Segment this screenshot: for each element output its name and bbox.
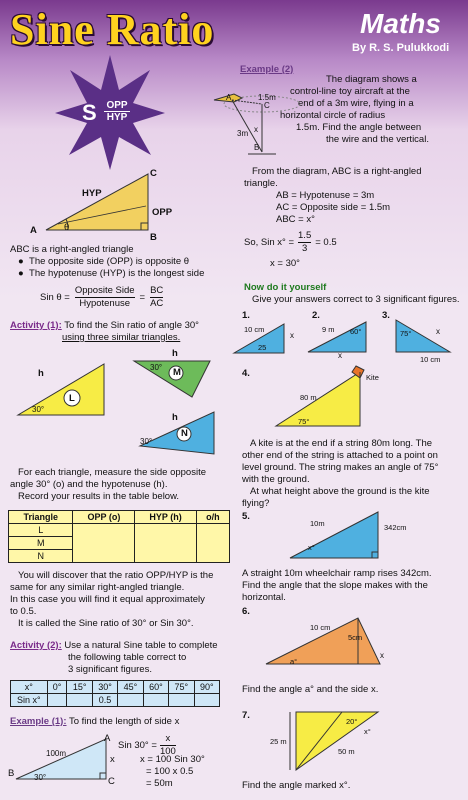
sine-cell[interactable] [47, 694, 67, 707]
results-row-label: L [9, 524, 73, 537]
triangle-M [128, 355, 218, 405]
main-tri-hyp: HYP [82, 188, 102, 199]
intro-line: ABC is a right-angled triangle [10, 244, 134, 255]
star-hyp: HYP [106, 112, 128, 123]
q3-x: x [436, 327, 440, 336]
results-header: HYP (h) [135, 511, 196, 524]
q6-number: 6. [242, 606, 250, 617]
q6-angle: a° [290, 657, 298, 666]
q5-text2: Find the angle that the slope makes with the [242, 580, 428, 591]
ex2-s4: AC = Opposite side = 1.5m [276, 202, 391, 213]
subject-label: Maths [360, 8, 441, 39]
example1-step2: x = 100 Sin 30° [140, 754, 205, 765]
results-row-label: M [9, 537, 73, 550]
activity2-text3: 3 significant figures. [68, 664, 152, 675]
example1-b: B [8, 768, 15, 779]
q7-height: 25 m [270, 737, 287, 746]
sine-cell[interactable] [194, 694, 219, 707]
triangle-M-label: M [173, 367, 181, 378]
discovery-4: to 0.5. [10, 606, 37, 617]
sin-formula: Sin θ = $\frac{\text{Opposite Side}}{\text{Hypotenuse}}$ = $\frac{BC}{AC}$ [40, 285, 164, 309]
activity1-para3: Record your results in the table below. [18, 491, 180, 502]
discovery-2: same for any similar right-angled triangle. [10, 582, 185, 593]
sine-cell: 0.5 [92, 694, 117, 707]
q2-side: 9 m [322, 325, 335, 334]
results-table [8, 510, 230, 563]
q5-text3: horizontal. [242, 592, 286, 603]
q4-text3: level ground. The string makes an angle of 75° [242, 462, 439, 473]
q2-angle: 60° [350, 327, 362, 336]
q1-side: 10 cm [244, 325, 265, 334]
activity2-heading: Activity (2): Use a natural Sine table to complete [10, 640, 218, 651]
example1-a: A [104, 733, 111, 744]
q4-text6: flying? [242, 498, 270, 509]
ex2-s6: So, Sin x° = $\frac{1.5}{3}$ = 0.5 [244, 230, 337, 254]
example2-p5: 1.5m. Find the angle between [296, 122, 422, 133]
sine-cell: 60° [143, 681, 168, 694]
example1-hyp: 100m [46, 749, 67, 758]
ex2-s1: From the diagram, ABC is a right-angled [252, 166, 422, 177]
sine-cell: Sin x° [11, 694, 48, 707]
q5-height: 342cm [384, 523, 407, 532]
main-tri-b: B [150, 232, 157, 243]
example1-x: x [110, 754, 115, 765]
example2-p4: horizontal circle of radius [280, 110, 386, 121]
ex2-x-label: x [254, 125, 258, 134]
main-triangle [38, 168, 168, 240]
intro-bullet-1: ● The opposite side (OPP) is opposite θ [18, 256, 190, 267]
triangle-N-h: h [172, 412, 178, 423]
results-header: Triangle [9, 511, 73, 524]
triangle-L-h: h [38, 368, 44, 379]
activity1-para2: angle 30° (o) and the hypotenuse (h). [10, 479, 168, 490]
ex2-radius-label: 1.5m [258, 93, 276, 102]
triangle-L-label: L [69, 393, 75, 404]
q7-triangle [288, 708, 388, 774]
q4-text5: At what height above the ground is the kite [250, 486, 430, 497]
q7-side: 50 m [338, 747, 355, 756]
author-label: By R. S. Pulukkodi [352, 42, 450, 54]
ex2-c-label: C [264, 101, 270, 110]
q4-side: 80 m [300, 393, 317, 402]
example1-step3: = 100 x 0.5 [146, 766, 194, 777]
q4-number: 4. [242, 368, 250, 379]
q7-number: 7. [242, 710, 250, 721]
example1-step1: Sin 30° = $\frac{x}{100}$ [118, 733, 176, 757]
sine-cell: x° [11, 681, 48, 694]
ex2-s5: ABC = x° [276, 214, 315, 225]
q4-text4: with the ground. [242, 474, 310, 485]
ex2-s7: x = 30° [270, 258, 300, 269]
ex2-wire-label: 3m [237, 129, 249, 138]
main-tri-c: C [150, 168, 157, 179]
example2-p2: control-line toy aircraft at the [290, 86, 410, 97]
yourself-heading: Now do it yourself [244, 282, 327, 293]
page-title: Sine Ratio [10, 5, 215, 54]
q6-side: 10 cm [310, 623, 331, 632]
q6-x: x [380, 651, 384, 660]
q3-side: 10 cm [420, 355, 441, 364]
q3-angle: 75° [400, 329, 412, 338]
triangle-M-h: h [172, 348, 178, 359]
results-header: o/h [196, 511, 229, 524]
sine-cell[interactable] [169, 694, 194, 707]
sine-cell: 0° [47, 681, 67, 694]
discovery-5: It is called the Sine ratio of 30° or Sin 30°. [18, 618, 194, 629]
discovery-1: You will discover that the ratio OPP/HYP is the [18, 570, 214, 581]
activity1-para1: For each triangle, measure the side opposite [18, 467, 206, 478]
sine-cell[interactable] [67, 694, 92, 707]
q4-kite-label: Kite [366, 373, 379, 382]
sine-cell[interactable] [118, 694, 143, 707]
q7-text1: Find the angle marked x°. [242, 780, 351, 791]
q5-number: 5. [242, 511, 250, 522]
activity2-text2: the following table correct to [68, 652, 187, 663]
triangle-M-angle: 30° [150, 363, 163, 372]
activity1-heading: Activity (1): To find the Sin ratio of angle 30° [10, 320, 199, 331]
results-cell[interactable] [73, 524, 135, 563]
results-header: OPP (o) [73, 511, 135, 524]
yourself-instructions: Give your answers correct to 3 significant figures. [252, 294, 460, 305]
q5-angle: x° [308, 543, 315, 552]
main-tri-opp: OPP [152, 207, 173, 218]
example2-p1: The diagram shows a [326, 74, 417, 85]
intro-bullet-2: ● The hypotenuse (HYP) is the longest side [18, 268, 205, 279]
results-cell[interactable] [135, 524, 196, 563]
triangle-L-angle: 30° [32, 405, 45, 414]
star-s: S [82, 100, 97, 125]
q6-side2: 5cm [348, 633, 363, 642]
discovery-3: In this case you will find it equal approximately [10, 594, 205, 605]
sine-cell[interactable] [143, 694, 168, 707]
example2-heading: Example (2) [240, 64, 294, 75]
triangle-L [14, 360, 114, 420]
results-cell[interactable] [196, 524, 229, 563]
q1-angle: 25 [258, 343, 267, 352]
q6-triangle [262, 612, 392, 670]
ex2-b-label: B [254, 143, 260, 152]
q4-angle: 75° [298, 417, 310, 426]
main-tri-theta: θ [64, 222, 70, 233]
q5-side: 10m [310, 519, 325, 528]
example1-heading: Example (1): To find the length of side x [10, 716, 180, 727]
example2-p3: end of a 3m wire, flying in a [298, 98, 414, 109]
sine-cell: 15° [67, 681, 92, 694]
main-tri-a: A [30, 225, 37, 236]
q7-angle: 20° [346, 717, 358, 726]
results-row-label: N [9, 550, 73, 563]
q1-x: x [290, 331, 294, 340]
example1-step4: = 50m [146, 778, 173, 789]
sine-cell: 75° [169, 681, 194, 694]
triangle-N-label: N [181, 428, 188, 439]
q3-number: 3. [382, 310, 390, 321]
q2-number: 2. [312, 310, 320, 321]
sine-cell: 30° [92, 681, 117, 694]
q7-x: x° [364, 727, 371, 736]
q5-ramp-triangle [286, 508, 386, 562]
ex2-s3: AB = Hypotenuse = 3m [276, 190, 375, 201]
sine-table [10, 680, 220, 707]
activity1-text2: using three similar triangles. [62, 332, 181, 343]
star-opp: OPP [104, 100, 130, 112]
triangle-N-angle: 30° [140, 437, 153, 446]
sine-cell: 45° [118, 681, 143, 694]
sine-cell: 90° [194, 681, 219, 694]
ex2-a-label: A [226, 93, 232, 102]
q5-text1: A straight 10m wheelchair ramp rises 342cm. [242, 568, 432, 579]
example2-p6: the wire and the vertical. [326, 134, 429, 145]
example1-angle: 30° [34, 773, 47, 782]
q4-text2: other end of the string is attached to a point on [242, 450, 438, 461]
ex2-s2: triangle. [244, 178, 278, 189]
q6-text1: Find the angle a° and the side x. [242, 684, 379, 695]
q2-x: x [338, 351, 342, 360]
q4-text1: A kite is at the end if a string 80m long. The [250, 438, 433, 449]
example1-c: C [108, 776, 115, 787]
q1-number: 1. [242, 310, 250, 321]
